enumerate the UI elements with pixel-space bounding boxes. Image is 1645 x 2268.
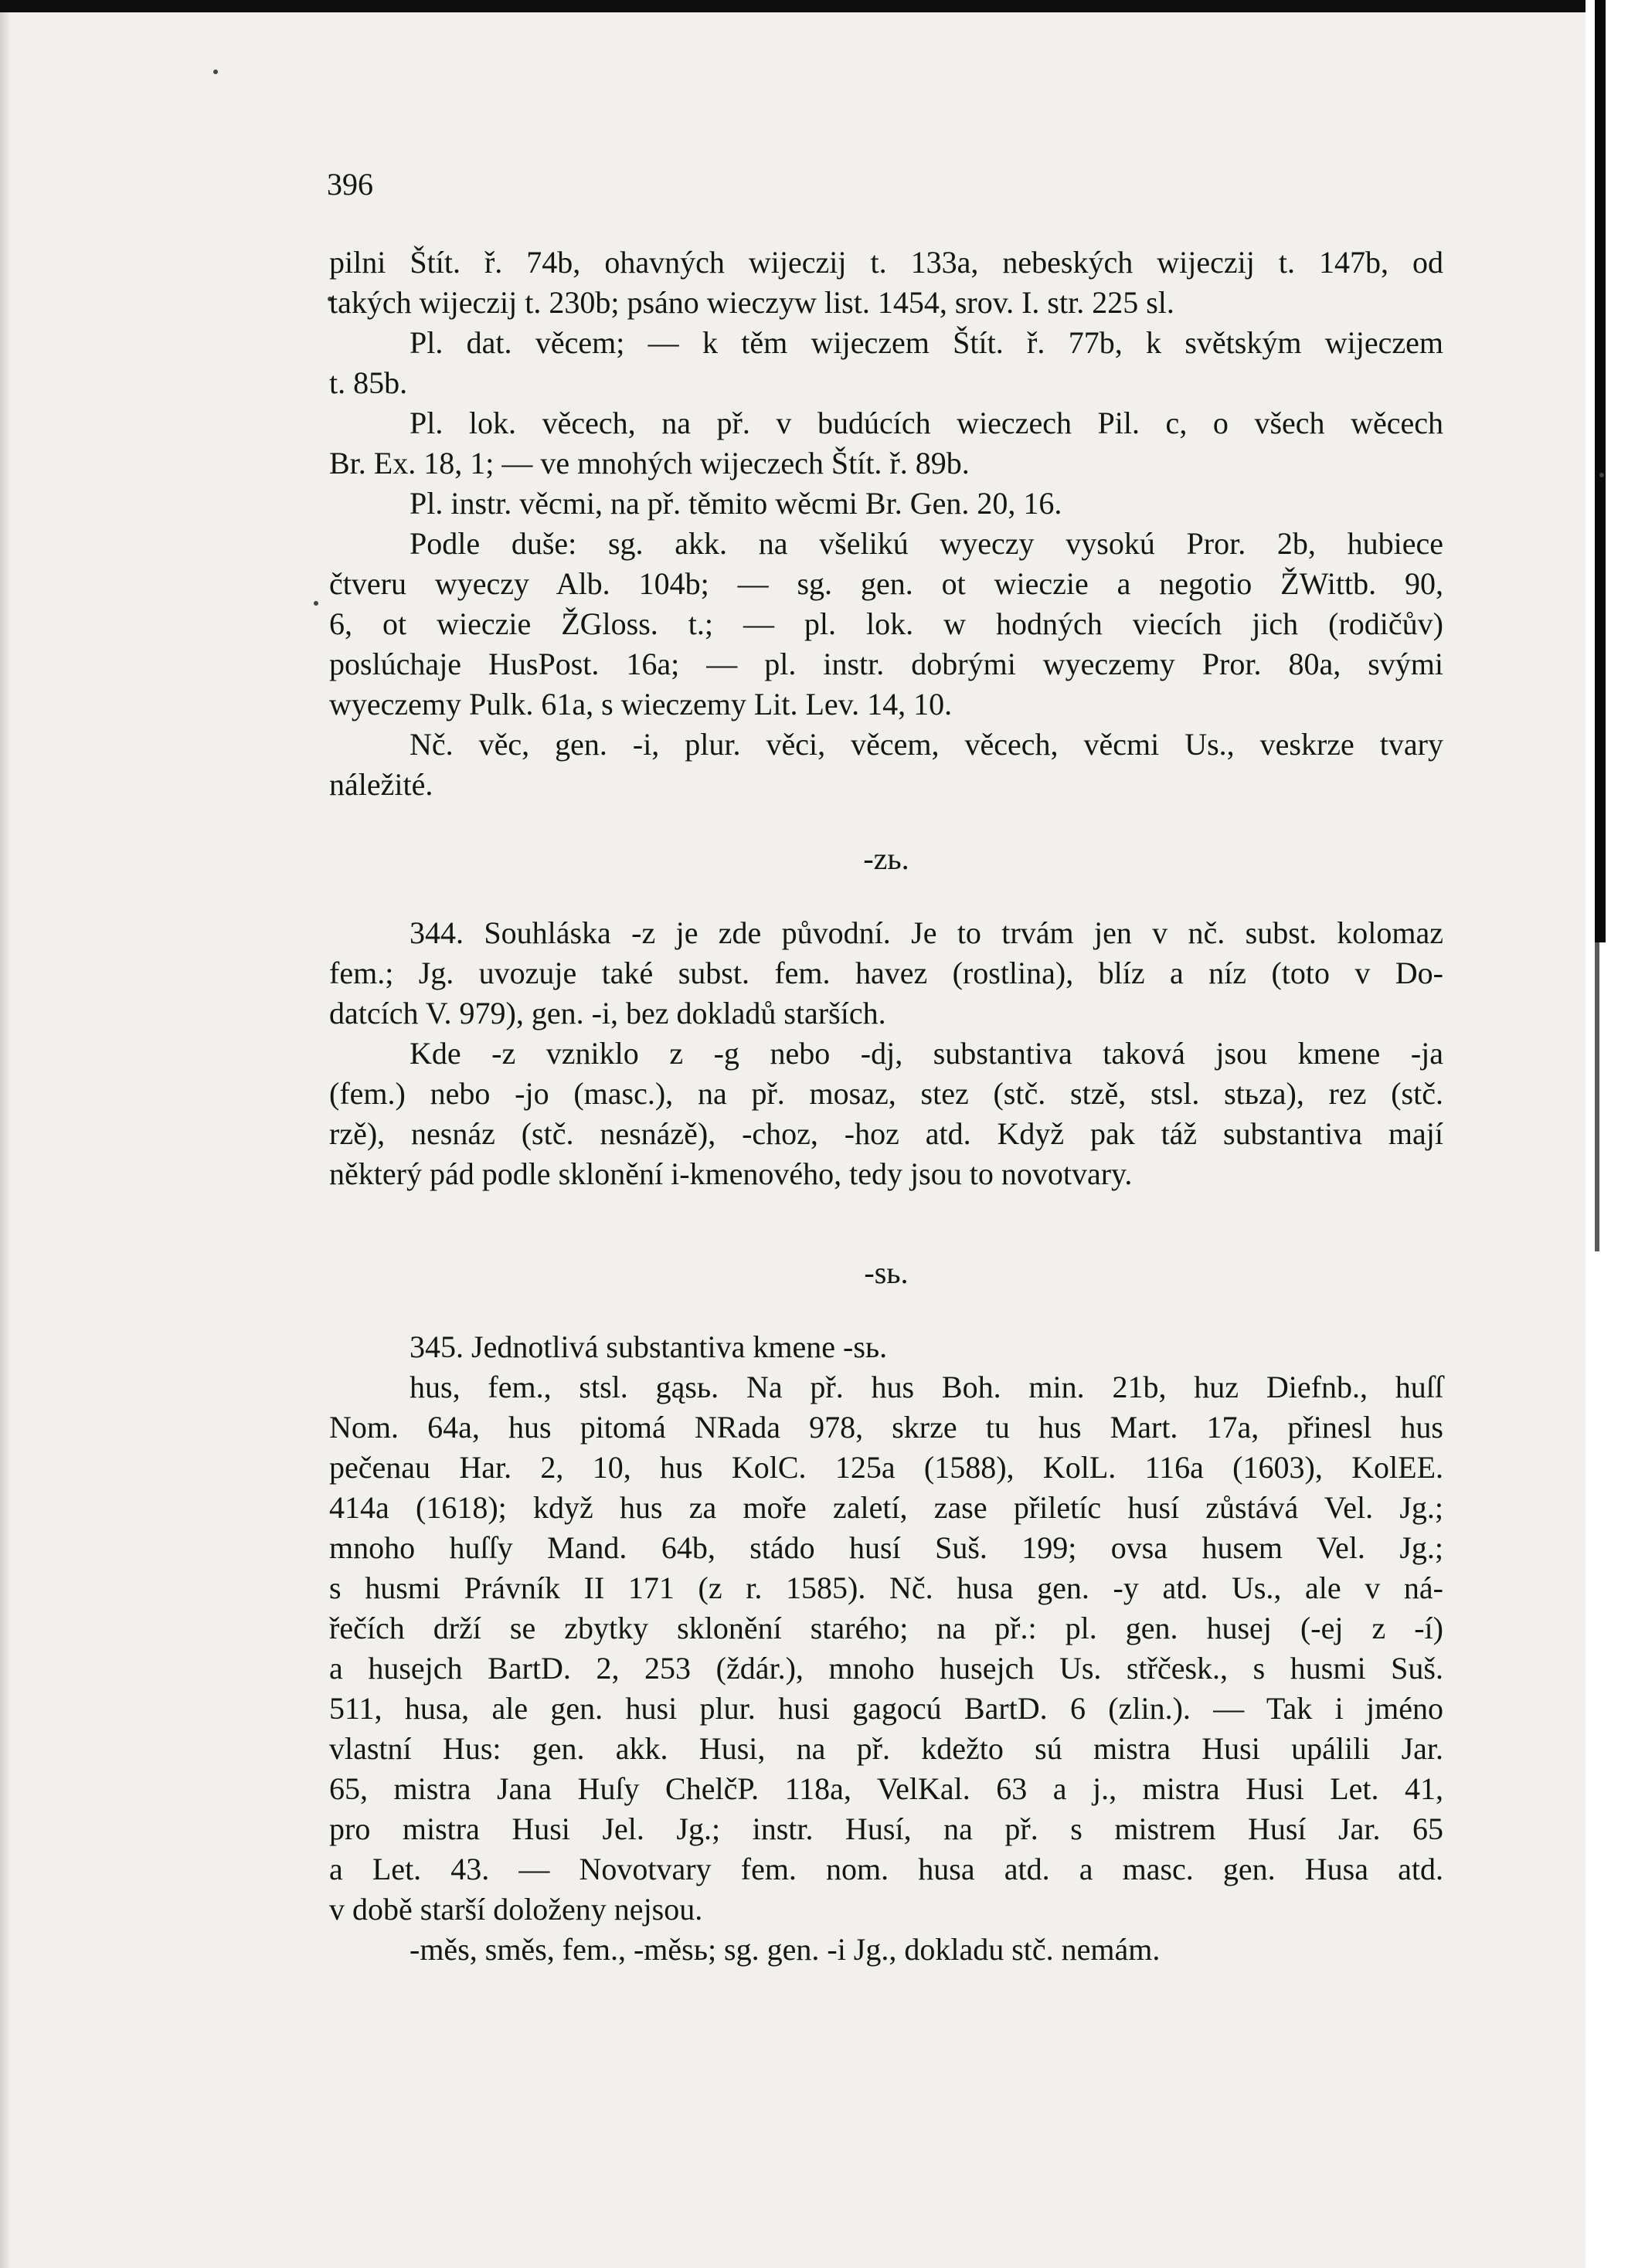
text-line: Br. Ex. 18, 1; — ve mnohých wijeczech Štít. ř. 89b. xyxy=(329,446,970,480)
text-line: řečích drží se zbytky sklonění starého; na př.: pl. gen. husej (-ej z -í) xyxy=(329,1611,1443,1645)
text-line: 414a (1618); když hus za moře zaletí, zase přiletíc husí zůstává Vel. Jg.; xyxy=(329,1490,1443,1525)
text-line: Kde -z vzniklo z -g nebo -dj, substantiva taková jsou kmene -ja xyxy=(410,1036,1443,1071)
text-line: 344. Souhláska -z je zde původní. Je to trvám jen v nč. subst. kolomaz xyxy=(410,915,1443,950)
text-line: 6, ot wieczie ŽGloss. t.; — pl. lok. w hodných viecích jich (rodičův) xyxy=(329,606,1443,641)
text-line: Nom. 64a, hus pitomá NRada 978, skrze tu hus Mart. 17a, přinesl hus xyxy=(329,1410,1443,1445)
text-line: 345. Jednotlivá substantiva kmene -sь. xyxy=(410,1329,888,1364)
text-line: náležité. xyxy=(329,767,433,802)
text-line: v době starší doloženy nejsou. xyxy=(329,1892,703,1927)
text-line: takých wijeczij t. 230b; psáno wieczyw list. 1454, srov. I. str. 225 sl. xyxy=(329,285,1174,320)
text-line: 511, husa, ale gen. husi plur. husi gagocú BartD. 6 (zlin.). — Tak i jméno xyxy=(329,1691,1443,1726)
page-number: 396 xyxy=(327,167,373,202)
text-line: pro mistra Husi Jel. Jg.; instr. Husí, na př. s mistrem Husí Jar. 65 xyxy=(329,1811,1443,1846)
text-line: Pl. dat. věcem; — k těm wijeczem Štít. ř. 77b, k světským wijeczem xyxy=(410,325,1443,360)
text-line: pilni Štít. ř. 74b, ohavných wijeczij t. 133a, nebeských wijeczij t. 147b, od xyxy=(329,245,1443,280)
text-line: -měs, směs, fem., -měsь; sg. gen. -i Jg., dokladu stč. nemám. xyxy=(410,1932,1161,1967)
text-line: Nč. věc, gen. -i, plur. věci, věcem, věcech, věcmi Us., veskrze tvary xyxy=(410,727,1443,762)
text-line: 65, mistra Jana Huſy ChelčP. 118a, VelKal. 63 a j., mistra Husi Let. 41, xyxy=(329,1771,1443,1806)
scan-speck xyxy=(314,601,318,606)
text-line: s husmi Právník II 171 (z r. 1585). Nč. husa gen. -y atd. Us., ale v ná- xyxy=(329,1570,1443,1605)
page-body xyxy=(329,243,1443,1970)
text-line: hus, fem., stsl. gąsь. Na př. hus Boh. min. 21b, huz Diefnb., huſſ xyxy=(410,1370,1443,1404)
text-line: pečenau Har. 2, 10, hus KolC. 125a (1588), KolL. 116a (1603), KolEE. xyxy=(329,1450,1443,1485)
text-line: wyeczemy Pulk. 61a, s wieczemy Lit. Lev. 14, 10. xyxy=(329,687,953,721)
text-line: některý pád podle sklonění i-kmenového, tedy jsou to novotvary. xyxy=(329,1156,1133,1191)
scan-top-edge xyxy=(0,0,1645,12)
text-line: a Let. 43. — Novotvary fem. nom. husa atd. a masc. gen. Husa atd. xyxy=(329,1852,1443,1886)
scan-speck xyxy=(1599,473,1604,477)
text-line: fem.; Jg. uvozuje také subst. fem. havez (rostlina), blíz a níz (toto v Do- xyxy=(329,956,1443,990)
text-line: rzě), nesnáz (stč. nesnázě), -choz, -hoz atd. Když pak táž substantiva mají xyxy=(329,1116,1443,1151)
text-line: t. 85b. xyxy=(329,365,408,400)
text-line: Podle duše: sg. akk. na všelikú wyeczy vysokú Pror. 2b, hubiece xyxy=(410,526,1443,561)
scan-binding-shadow-lower xyxy=(1595,942,1599,1251)
text-line: mnoho huſſy Mand. 64b, stádo husí Suš. 199; ovsa husem Vel. Jg.; xyxy=(329,1530,1443,1565)
scan-binding-shadow xyxy=(1595,0,1606,942)
text-line: a husejch BartD. 2, 253 (ždár.), mnoho husejch Us. střčesk., s husmi Suš. xyxy=(329,1651,1443,1686)
text-line: čtveru wyeczy Alb. 104b; — sg. gen. ot wieczie a negotio ŽWittb. 90, xyxy=(329,566,1443,601)
section-heading-zb: -zь. xyxy=(863,841,909,876)
scan-speck xyxy=(213,70,218,74)
text-line: Pl. lok. věcech, na př. v budúcích wieczech Pil. c, o všech wěcech xyxy=(410,406,1443,440)
text-line: (fem.) nebo -jo (masc.), na př. mosaz, stez (stč. stzě, stsl. stьza), rez (stč. xyxy=(329,1076,1443,1111)
text-line: vlastní Hus: gen. akk. Husi, na př. kdežto sú mistra Husi upálili Jar. xyxy=(329,1731,1443,1766)
scan-left-shadow xyxy=(0,0,11,2268)
text-line: poslúchaje HusPost. 16a; — pl. instr. dobrými wyeczemy Pror. 80a, svými xyxy=(329,647,1443,681)
section-heading-sb: -sь. xyxy=(864,1255,909,1290)
text-line: datcích V. 979), gen. -i, bez dokladů starších. xyxy=(329,996,886,1030)
text-line: Pl. instr. věcmi, na př. těmito wěcmi Br. Gen. 20, 16. xyxy=(410,486,1062,521)
